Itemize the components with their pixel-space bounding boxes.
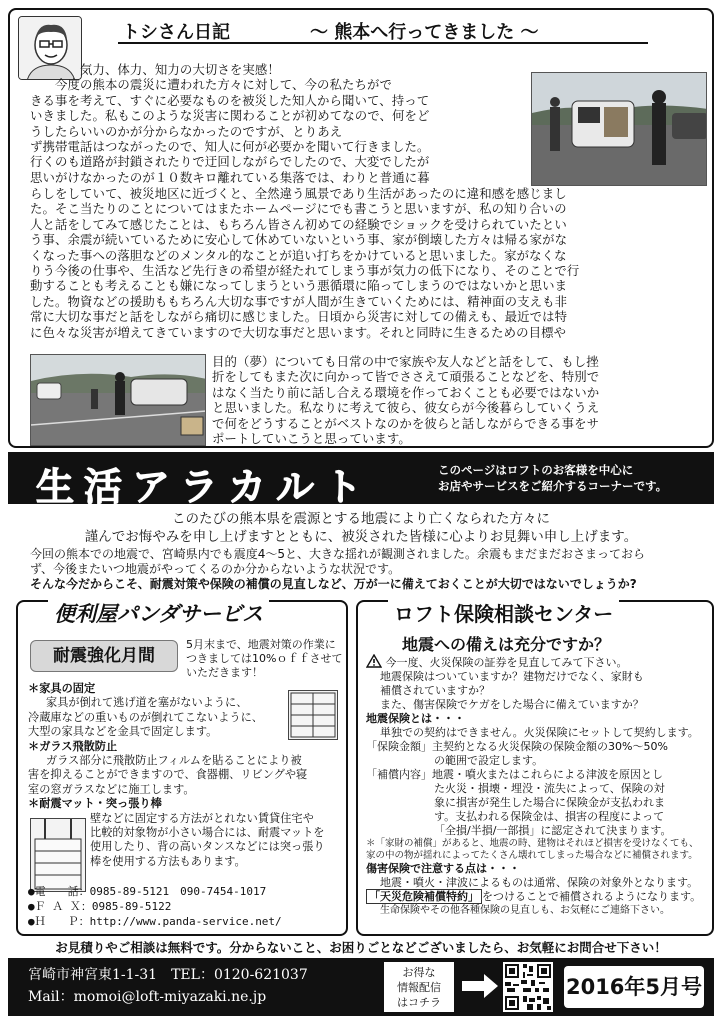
section-text: 地震・噴火・津波によるものは通常、保険の対象外となります。 bbox=[380, 876, 699, 889]
contact-block bbox=[28, 964, 308, 1008]
footnote: ＊「家財の補償」があると、地震の時、建物はそれほど損害を受けなくても、 bbox=[366, 838, 699, 849]
question-line: 今一度、火災保険の証券を見直してみて下さい。 bbox=[366, 654, 710, 670]
condolence-line: 謹んでお悔やみを申し上げますとともに、被災された皆様に心よりお見舞い申し上げます。 bbox=[84, 529, 638, 545]
issue-label: 2016年5月号 bbox=[564, 966, 704, 1008]
diary-line: 思いがけなかったのが１０数キロ離れている集落では、わりと普通に暮 bbox=[30, 169, 430, 185]
banner-description bbox=[438, 462, 667, 494]
homepage-row[interactable]: ●Ｈ Ｐ：http://www.panda-service.net/ bbox=[28, 915, 282, 928]
diary-line: らしをしていて、被災地区に近づくと、全然違う風景であり生活があったのに違和感を感じまし bbox=[30, 186, 567, 201]
content-row: 「補償内容」地震・噴火またはこれらによる津波を原因とし bbox=[366, 768, 663, 781]
section-heading: ＊ガラス飛散防止 bbox=[28, 739, 118, 753]
title-underline bbox=[118, 42, 648, 44]
rider-name: 「天災危険補償特約」 bbox=[366, 889, 482, 904]
banner-title: 生活アラカルト bbox=[36, 465, 373, 509]
notice-line: そんな今だからこそ、耐震対策や保険の補償の見直しなど、万が一に備えておくことが大切ではないでしょうか? bbox=[30, 577, 637, 591]
section-text: 比較的対象物が小さい場合には、耐震マットを bbox=[90, 826, 325, 840]
footer bbox=[8, 958, 714, 1016]
phone-row[interactable]: ●電 話：0985-89-5121 090-7454-1017 bbox=[28, 885, 267, 898]
diary-line: した。物資などの援助ももちろん大切な事ですが人間が生きていくためには、精神面の支えも非 bbox=[30, 293, 568, 309]
section-text: す。支払われる保険金は、損害の程度によって bbox=[434, 810, 665, 823]
diary-line: 常に大切な事だと話をしながら痛切に感じました。日頃から災害に対しての備えも、最近では特 bbox=[30, 309, 568, 325]
email-address[interactable]: Mail：momoi@loft-miyazaki.ne.jp bbox=[28, 989, 267, 1005]
notice-line: 今回の熊本での地震で、宮崎県内でも震度4～5と、大きな揺れが観測されました。余震もまだまだおさまっておら bbox=[30, 547, 646, 561]
diary-line: きる事を考えて、すぐに必要なものを被災した知人から聞いて、持って bbox=[30, 92, 430, 108]
section-text: た火災・損壊・埋没・流失によって、保険の対 bbox=[434, 782, 665, 795]
section-text: 大型の家具などを金具で固定します。 bbox=[28, 725, 218, 739]
diary-line: ポートしていこうと思っています。 bbox=[212, 431, 411, 447]
section-heading: 地震保険とは・・・ bbox=[366, 712, 465, 725]
closing-line: 生命保険やその他各種保険の見直しも、お気軽にご連絡下さい。 bbox=[380, 905, 670, 916]
diary-line: で何をどうすることがベストなのかを彼らと話しながらできる事をサ bbox=[212, 415, 600, 431]
free-consultation-line: お見積りやご相談は無料です。分からないこと、お困りごとなどございましたら、お気軽にお問合せ下さい！ bbox=[55, 940, 667, 955]
insurance-center-box bbox=[356, 600, 714, 936]
diary-line: りう今後の仕事や、生活など先行きの希望が経たれてしまう事が気力の低下になり、そのことで行 bbox=[30, 263, 580, 279]
diary-line: 折をしてもまた次に向かって皆でささえて頑張ることなどを、特別で bbox=[212, 369, 600, 385]
diary-line: た。そこ当たりのことについてはまたホームページにでも書こうと思いますが、私の知り合いの bbox=[30, 201, 567, 217]
section-text: 家具が倒れて逃げ道を塞がないように、 bbox=[46, 696, 248, 710]
panda-contact-info bbox=[28, 884, 282, 929]
footnote: 家の中の物が揺れによってたくさん壊れてしまった場合などに補償されます。 bbox=[366, 850, 698, 861]
diary-line: 気力、体力、知力の大切さを実感！ bbox=[30, 62, 280, 77]
section-text: ガラス部分に飛散防止フィルムを貼ることにより被 bbox=[46, 754, 302, 768]
section-heading: 傷害保険で注意する点は・・・ bbox=[366, 862, 520, 875]
section-text: 害を抑えることができますので、食器棚、リビングや寝 bbox=[28, 768, 308, 782]
rider-row: 「天災危険補償特約」 をつけることで補償されるようになります。 bbox=[366, 890, 710, 904]
banner-desc-line: お店やサービスをご紹介するコーナーです。 bbox=[438, 479, 668, 493]
info-service-line: 情報配信 bbox=[397, 981, 441, 994]
diary-line: 目的（夢）についても日常の中で家族や友人などと話をして、もし挫 bbox=[212, 354, 599, 369]
section-text: 冷蔵庫などの重いものが倒れてこないように、 bbox=[28, 710, 263, 724]
diary-line: 今度の熊本の震災に遭われた方々に対して、今の私たちがで bbox=[30, 77, 392, 93]
panda-service-box bbox=[16, 600, 348, 936]
homepage-link: http://www.panda-service.net/ bbox=[89, 915, 282, 928]
alacarte-banner bbox=[8, 452, 714, 509]
diary-text-column-2 bbox=[30, 186, 714, 340]
section-text: 「全損/半損/一部損」に認定されて決まります。 bbox=[434, 824, 672, 837]
info-service-box bbox=[384, 962, 454, 1012]
amount-row: 「保険金額」主契約となる火災保険の保険金額の30%～50% bbox=[366, 740, 668, 753]
info-service-line: はコチラ bbox=[397, 996, 441, 1009]
earthquake-notice bbox=[30, 547, 710, 592]
diary-line: 行くのも道路が封鎖されたりで迂回しながらでしたので、大変でしたが bbox=[30, 154, 430, 170]
diary-line: うしたらいいのかが分からなかったのですが、とりあえ bbox=[30, 123, 343, 139]
panda-service-details bbox=[28, 682, 344, 869]
section-text: 象に損害が発生した場合に保険金が支払われま bbox=[434, 796, 665, 809]
question-line: また、傷害保険でケガをした場合に備えていますか？ bbox=[380, 698, 644, 711]
diary-subtitle: ～ 熊本へ行ってきました ～ bbox=[310, 22, 539, 43]
diary-line: う事、余震が続いているために安心して休めていないという事、家が倒壊した方々は帰る家がな bbox=[30, 232, 568, 248]
diary-text-column-1 bbox=[30, 62, 525, 185]
section-heading: ＊耐震マット・突っ張り棒 bbox=[28, 797, 162, 811]
question-line: 地震保険はついていますか？建物だけでなく、家財も bbox=[380, 670, 644, 683]
banner-desc-line: このページはロフトのお客様を中心に bbox=[438, 463, 634, 477]
section-text: 使用したり、背の高いタンスなどには突っ張り bbox=[90, 840, 325, 854]
supplies-photo bbox=[30, 354, 206, 446]
diary-line: はなく当たり前に話し合える環境を作っておくことも必要ではないか bbox=[212, 384, 600, 400]
campaign-badge: 耐震強化月間 bbox=[30, 640, 178, 672]
qr-code[interactable] bbox=[503, 962, 553, 1012]
diary-line: ず携帯電話はつながったので、知人に何が必要かを聞いて行きました。 bbox=[30, 139, 430, 155]
insurance-subtitle: 地震への備えは充分ですか？ bbox=[402, 635, 611, 654]
diary-line: に色々な災害が増えてきていますので大切な事だと思います。それと同時に生きるための目標や bbox=[30, 324, 567, 340]
section-text: 室の窓ガラスなどに施工します。 bbox=[28, 782, 195, 796]
fax-row: ●Ｆ Ａ Ｘ：0985-89-5122 bbox=[28, 900, 172, 913]
diary-line: と思いました。私なりに考えて彼ら、彼女らが今後暮らしていくうえ bbox=[212, 400, 600, 416]
section-text: 棒を使用する方法もあります。 bbox=[90, 854, 246, 868]
insurance-details bbox=[366, 654, 710, 918]
panda-service-title: 便利屋パンダサービス bbox=[48, 598, 269, 628]
section-heading: ＊家具の固定 bbox=[28, 682, 96, 695]
diary-section bbox=[8, 8, 714, 448]
section-text: 壁などに固定する方法がとれない賃貸住宅や bbox=[90, 811, 314, 825]
notice-line: ず、今後またいつ地震がやってくるのか分からないような状況です。 bbox=[30, 562, 401, 576]
diary-line: 動することも考えることも嫌になってしまうという悪循環に陥ってしまうのではないかと思いま bbox=[30, 278, 568, 294]
address: 宮崎市神宮東1-1-31 bbox=[28, 967, 158, 983]
discount-note: 5月末まで、地震対策の作業につきましては10%ｏｆｆさせていただきます！ bbox=[186, 638, 343, 679]
info-service-line: お得な bbox=[402, 966, 436, 979]
condolence-line: このたびの熊本県を震源とする地震により亡くなられた方々に bbox=[172, 511, 550, 527]
condolence-message bbox=[8, 510, 714, 546]
warning-icon bbox=[366, 654, 382, 668]
parking-lot-photo bbox=[531, 72, 707, 186]
diary-line: いきました。私もこのような災害に関わることが初めてなので、何をど bbox=[30, 108, 430, 124]
section-text: 単独での契約はできません。火災保険にセットして契約します。 bbox=[380, 726, 699, 739]
insurance-center-title: ロフト保険相談センター bbox=[388, 598, 619, 627]
diary-text-column-3 bbox=[212, 354, 712, 446]
arrow-right-icon bbox=[460, 972, 500, 1000]
diary-title: トシさん日記 bbox=[122, 22, 230, 43]
question-line: 補償されていますか？ bbox=[380, 684, 490, 697]
diary-line: くなった事への落胆などのメンタル的なことが追い打ちをかけていると思いました。家がなくな bbox=[30, 247, 567, 263]
phone-number[interactable]: TEL：0120-621037 bbox=[171, 967, 308, 983]
section-text: の範囲で設定します。 bbox=[434, 754, 544, 767]
diary-line: 人と話をしてみて感じたことは、もちろん皆さん初めての経験でショックを受けられていたとい bbox=[30, 216, 567, 232]
